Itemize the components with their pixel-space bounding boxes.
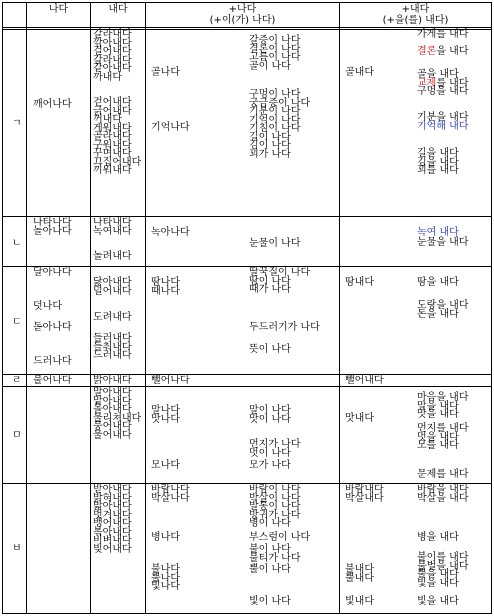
naeda-entry-text: 꺼내다 [93,114,122,125]
nada-entry-text: 덧나다 [33,301,62,312]
plus-nada-verb-text: 불나다 [151,564,180,575]
plus-naeda-phrase-text: 불이를 내다 [417,552,469,563]
plus-nada-phrase-text: 모가 나다 [249,460,291,471]
plus-naeda-verb-item [345,377,384,386]
plus-nada-verb-text: 병나다 [151,532,180,543]
naeda-entry-text: 들춰내다 [93,341,132,353]
naeda-entry-text: 뱅어내다 [93,518,132,529]
naeda-entry-item [93,352,132,361]
plus-nada-verb-text: 골나다 [151,67,180,78]
plus-nada-verb-text: 땀나다 [151,277,180,288]
naeda-entry-text: 물리쳐내다 [93,412,142,424]
naeda-entry-text: 밝아내다 [93,375,132,386]
plus-nada-phrase-item [249,462,291,471]
plus-naeda-phrase-text: 바람을 내다 [417,484,469,495]
plus-nada-verb-text: 빛나다 [151,581,180,592]
nada-entry-text: 놀아나다 [33,225,72,237]
plus-naeda-phrase-text: 결론 [417,46,437,57]
plus-naeda-phrase-item [417,308,459,320]
plus-nada-phrase-text: 땀이 나다 [249,275,291,287]
plus-naeda-verb-item [345,598,374,607]
plus-naeda-phrase-suffix: 를 내다 [436,77,469,89]
plus-naeda-phrase-item [417,411,459,420]
nada-entry-item [33,225,72,237]
col-rule-3 [145,3,146,613]
nada-entry-text: 깨어나다 [33,99,72,110]
nada-entry-item [33,358,72,367]
plus-nada-phrase-text: 때가 나다 [249,284,291,295]
plus-naeda-phrase-text: 말을 내다 [417,400,459,412]
plus-naeda-phrase-item [417,442,459,451]
plus-nada-verb-item [151,534,180,543]
plus-nada-verb-text: 모나다 [151,460,180,471]
plus-naeda-phrase-text: 박살을 내다 [417,492,469,504]
plus-naeda-verb-text: 맛내다 [345,413,374,424]
plus-nada-phrase-item [249,346,291,355]
plus-naeda-verb-text: 뿔내다 [345,572,374,584]
header-plus-naeda-top: +내다 [401,4,430,15]
naeda-entry-item [93,225,132,237]
plus-nada-phrase-text: 병이 나다 [249,518,291,529]
plus-nada-phrase-text: 불티가 나다 [249,552,301,564]
header-rule-1 [3,27,491,28]
plus-naeda-verb-text: 골내다 [345,67,374,78]
plus-nada-verb-text: 녹아나다 [151,227,190,238]
plus-naeda-phrase-text: 뿔을 내다 [417,569,459,580]
naeda-entry-text: 같아내다 [93,63,132,74]
plus-nada-phrase-text: 바람이 나다 [249,484,301,495]
plus-naeda-phrase-text: 가게를 내다 [417,29,469,40]
plus-naeda-phrase-text: 빛을 내다 [417,596,459,607]
nada-entry-item [33,324,72,333]
naeda-entry-text: 게워내다 [93,122,132,134]
naeda-entry-text: 덜어내다 [93,285,132,297]
naeda-entry-text: 받아내다 [93,484,132,495]
naeda-entry-text: 도려내다 [93,312,132,323]
plus-naeda-phrase-item [417,471,468,480]
naeda-entry-text: 갈라내다 [93,54,132,66]
row-rule-2 [3,266,491,267]
plus-naeda-phrase-text: 병을 내다 [417,532,459,543]
plus-naeda-phrase-item [417,577,459,589]
header-plus-nada [146,4,339,26]
header-naeda: 내다 [108,4,128,15]
plus-nada-phrase-item [249,566,291,575]
plus-nada-verb-text: 맛나다 [151,413,180,425]
plus-naeda-phrase-item [417,239,468,248]
col-rule-4 [339,3,340,613]
plus-naeda-verb-text: 뺄어내다 [345,375,384,386]
plus-nada-phrase-text: 골이 나다 [249,60,291,72]
plus-naeda-verb-text: 땀내다 [345,277,374,288]
plus-nada-phrase-text: 구멍이 나다 [249,89,301,100]
naeda-entry-item [93,429,132,441]
plus-naeda-verb-text: 빛내다 [345,596,374,607]
naeda-entry-text: 말아내다 [93,387,132,398]
naeda-entry-text: 맡아내다 [93,395,132,407]
plus-nada-phrase-text: 궁금증이 나다 [249,97,311,109]
plus-naeda-phrase-text: 김을 내다 [417,156,459,168]
plus-nada-verb-item [151,229,190,238]
plus-naeda-verb-text: 바람내다 [345,484,384,495]
plus-naeda-phrase-text: 도랑을 내다 [417,300,469,311]
consonant-digeut: ㄷ [12,317,22,328]
plus-nada-verb-item [151,124,190,133]
naeda-entry-text: 들러내다 [93,333,132,344]
plus-nada-phrase-item [249,534,310,543]
naeda-entry-text: 놀려내다 [93,251,132,262]
plus-naeda-phrase-text: 길을 내다 [417,148,459,159]
naeda-entry-text: 비벼내다 [93,535,132,546]
row-rule-3 [3,374,491,375]
plus-nada-phrase-text: 빛이 나다 [249,596,291,607]
row-rule-4 [3,386,491,387]
naeda-entry-item [93,253,132,262]
plus-naeda-phrase-text: 마음을 내다 [417,392,469,403]
plus-naeda-phrase-text: 불벌을 내다 [417,560,469,572]
nada-entry-text: 돋아나다 [33,322,72,333]
naeda-entry-text: 걸어내다 [93,46,132,57]
plus-nada-phrase-item [249,286,291,295]
plus-naeda-phrase-text: 교제 [417,77,437,89]
plus-naeda-verb-text: 불내다 [345,564,374,575]
consonant-mieum: ㅁ [12,430,22,441]
header-plus-naeda-sub: (+을(를) 내다) [382,15,449,26]
nada-entry-text: 나타나다 [33,217,72,228]
plus-naeda-phrase-item [417,492,469,504]
plus-naeda-phrase-item [417,167,459,176]
plus-nada-verb-text: 박살나다 [151,492,190,504]
naeda-entry-text: 꾸며내다 [93,148,132,159]
row-rule-1 [3,216,491,217]
consonant-nieun: ㄴ [12,238,22,249]
plus-nada-phrase-item [249,447,291,459]
plus-nada-phrase-item [249,60,291,72]
col-rule-1 [26,3,27,613]
plus-naeda-verb-item [345,279,374,288]
plus-naeda-phrase-text: 골을 내다 [417,69,459,80]
nada-entry-item [33,101,72,110]
plus-nada-phrase-text: 발통이 나다 [249,501,301,512]
plus-nada-phrase-text: 딸꾹질이 나다 [249,267,311,278]
nada-entry-text: 불어나다 [33,375,72,386]
naeda-entry-text: 닳아내다 [93,277,132,288]
naeda-entry-text: 빚어내다 [93,543,132,555]
naeda-entry-text: 볶아내다 [93,526,132,538]
plus-nada-phrase-text: 맛이 나다 [249,413,291,425]
plus-nada-phrase-text: 길이 나다 [249,131,291,143]
plus-naeda-phrase-text: 녹여 내다 [417,227,459,238]
plus-nada-phrase-text: 뜻이 나다 [249,344,291,355]
naeda-entry-text: 벗겨내다 [93,509,132,521]
naeda-entry-text: 갈라내다 [93,29,132,40]
naeda-entry-text: 뭉어내다 [93,421,132,432]
plus-naeda-phrase-text: 기분을 내다 [417,112,469,123]
plus-nada-phrase-text: 방귀가 나다 [249,509,301,521]
naeda-entry-text: 끼워내다 [93,165,132,176]
plus-naeda-phrase-text: 구멍을 내다 [417,86,469,97]
plus-nada-verb-item [151,583,180,592]
naeda-entry-text: 드러내다 [93,350,132,361]
plus-naeda-phrase-text: 먼지를 내다 [417,423,469,434]
plus-nada-phrase-text: 부스럼이 나다 [249,532,311,543]
plus-nada-phrase-text: 꾀가 나다 [249,148,291,160]
verb-table [2,2,492,614]
naeda-entry-item [93,167,132,176]
plus-nada-verb-text: 기억나다 [151,122,190,133]
plus-nada-verb-item [151,462,180,471]
plus-nada-phrase-text: 기분이 나다 [249,106,301,117]
naeda-entry-item [93,377,132,386]
plus-nada-phrase-text: 눈물이 나다 [249,238,301,249]
naeda-entry-text: 끄집어내다 [93,156,142,168]
plus-nada-verb-text: 뺄어나다 [151,375,190,386]
plus-nada-phrase-text: 박살이 나다 [249,492,301,504]
plus-nada-phrase-item [249,148,291,160]
plus-naeda-phrase-item [417,120,469,132]
plus-nada-phrase-item [249,520,291,529]
plus-nada-phrase-text: 불이 나다 [249,544,291,555]
plus-nada-phrase-text: 멋이 나다 [249,447,291,459]
plus-naeda-phrase-item [417,534,459,543]
plus-nada-phrase-text: 두드러기가 나다 [249,322,320,333]
plus-nada-phrase-text: 기침이 나다 [249,123,301,134]
plus-nada-verb-item [151,492,190,504]
plus-naeda-phrase-text: 눈물을 내다 [417,237,469,248]
plus-naeda-phrase-text: 기억해 내다 [417,120,469,132]
plus-nada-phrase-text: 먼지가 나다 [249,439,301,450]
col-rule-2 [90,3,91,613]
naeda-entry-text: 녹여내다 [93,225,132,237]
plus-naeda-phrase-suffix: 을 내다 [436,46,469,57]
naeda-entry-text: 밟아내다 [93,501,132,512]
naeda-entry-text: 깎아내다 [93,37,132,49]
plus-nada-verb-item [151,285,180,297]
plus-naeda-phrase-text: 멋을 내다 [417,431,459,443]
plus-nada-phrase-text: 말이 나다 [249,405,291,416]
header-nada: 나다 [48,4,69,15]
plus-nada-phrase-item [249,552,301,564]
naeda-entry-item [93,314,132,323]
naeda-entry-text: 긁어내다 [93,105,132,117]
plus-naeda-phrase-item [417,279,459,288]
nada-entry-text: 드러나다 [33,356,72,367]
plus-nada-phrase-item [249,598,291,607]
plus-naeda-verb-item [345,572,374,584]
naeda-entry-text: 구워내다 [93,139,132,151]
plus-nada-phrase-text: 기억이 나다 [249,114,301,126]
naeda-entry-text: 골라내다 [93,131,132,142]
nada-entry-item [33,377,72,386]
plus-nada-verb-item [151,69,180,78]
plus-nada-verb-item [151,377,190,386]
naeda-entry-item [93,543,132,555]
plus-nada-phrase-item [249,240,300,249]
plus-naeda-phrase-text: 돈을 내다 [417,308,459,320]
plus-nada-phrase-item [249,324,320,333]
naeda-entry-text: 까내다 [93,71,122,83]
plus-naeda-phrase-text: 맛을 내다 [417,409,459,420]
nada-entry-item [33,269,72,278]
header-plus-nada-top: +나다 [228,4,257,15]
naeda-entry-text: 밝혀내다 [93,492,132,504]
naeda-entry-text: 몰아내다 [93,404,132,415]
plus-naeda-phrase-text: 땀을 내다 [417,277,459,288]
plus-nada-verb-text: 바람나다 [151,484,190,495]
plus-naeda-phrase-item [417,31,468,40]
plus-naeda-verb-text: 박살내다 [345,492,384,504]
header-plus-naeda [340,4,491,26]
naeda-entry-text: 나타내다 [93,217,132,228]
plus-naeda-phrase-text: 꾀를 내다 [417,165,459,176]
naeda-entry-item [93,71,122,83]
plus-nada-verb-text: 말나다 [151,405,180,416]
naeda-entry-item [93,285,132,297]
plus-nada-phrase-text: 갈증이 나다 [249,35,301,46]
plus-nada-phrase-item [249,413,291,425]
plus-nada-phrase-text: 결론이 나다 [249,43,301,55]
plus-nada-verb-item [151,413,180,425]
consonant-giyeok: ㄱ [12,118,22,129]
plus-naeda-phrase-item [417,88,468,97]
plus-naeda-phrase-text: 문제를 내다 [417,469,469,480]
plus-naeda-verb-item [345,492,384,504]
header-plus-nada-sub: (+이(가) 나다) [209,15,276,26]
consonant-rieul: ㄹ [12,375,22,386]
plus-naeda-phrase-item [417,48,469,57]
nada-entry-text: 달아나다 [33,267,72,278]
plus-naeda-verb-item [345,415,374,424]
nada-entry-item [33,303,62,312]
consonant-bieup: ㅂ [12,543,22,554]
plus-naeda-phrase-text: 모를 내다 [417,440,459,451]
plus-nada-phrase-text: 고름이 나다 [249,52,301,63]
naeda-entry-text: 물어내다 [93,429,132,441]
plus-nada-verb-text: 뿔나다 [151,572,180,584]
plus-naeda-phrase-text: 빛을 내다 [417,577,459,589]
naeda-entry-text: 걷어내다 [93,97,132,108]
plus-naeda-phrase-item [417,598,459,607]
plus-nada-phrase-text: 뿔이 나다 [249,564,291,575]
plus-nada-phrase-text: 김이 나다 [249,140,291,151]
plus-nada-verb-text: 때나다 [151,285,180,297]
plus-naeda-verb-item [345,69,374,78]
